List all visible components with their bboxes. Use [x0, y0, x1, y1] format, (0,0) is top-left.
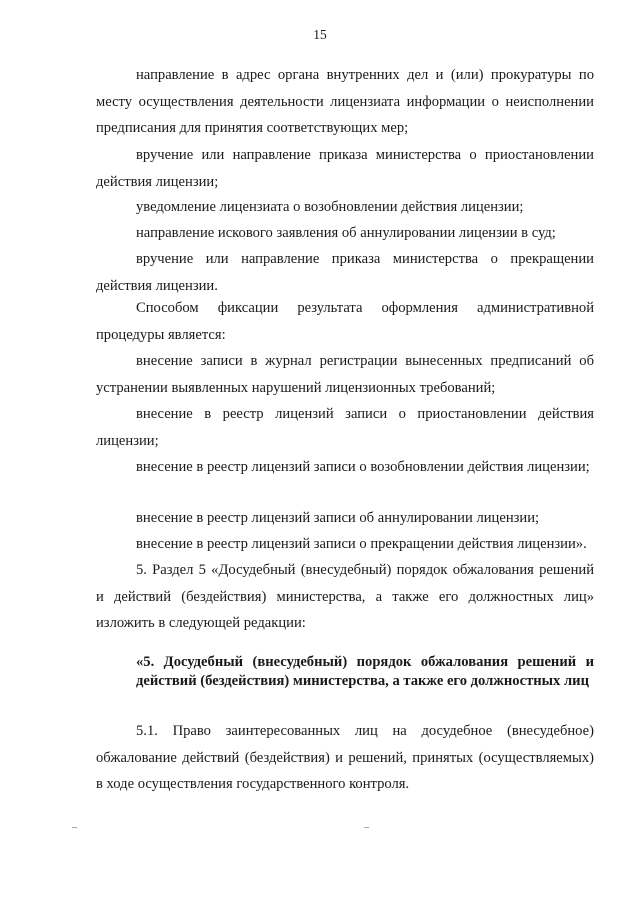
scan-mark-left: –: [72, 822, 77, 833]
paragraph-1: направление в адрес органа внутренних дел и (или) прокуратуры по месту осуществления деятельности лицензиата информации о неисполнении предписания для принятия соответствующих мер;: [96, 67, 594, 136]
paragraph-7: внесение записи в журнал регистрации вынесенных предписаний об устранении выявленных нарушений лицензионных требований;: [96, 353, 594, 396]
paragraph-4: направление искового заявления об аннулировании лицензии в суд;: [136, 225, 556, 241]
paragraph-10: внесение в реестр лицензий записи об аннулировании лицензии;: [136, 510, 540, 526]
paragraph-final: 5.1. Право заинтересованных лиц на досудебное (внесудебное) обжалование действий (бездействия) и решений, принятых (осуществляемых) в ходе осуществления государственного контроля.: [96, 723, 594, 792]
paragraph-9: внесение в реестр лицензий записи о возобновлении действия лицензии;: [136, 459, 590, 475]
paragraph-11: внесение в реестр лицензий записи о прекращении действия лицензии».: [136, 536, 587, 552]
paragraph-3: уведомление лицензиата о возобновлении действия лицензии;: [136, 199, 524, 215]
paragraph-5: вручение или направление приказа министерства о прекращении действия лицензии.: [96, 251, 594, 294]
paragraph-2: вручение или направление приказа министерства о приостановлении действия лицензии;: [96, 147, 594, 190]
paragraph-6: Способом фиксации результата оформления административной процедуры является:: [96, 300, 594, 343]
section-heading: «5. Досудебный (внесудебный) порядок обжалования решений и действий (бездействия) министерства, а также его должностных лиц: [136, 654, 594, 689]
scan-mark-right: –: [364, 822, 369, 833]
paragraph-8: внесение в реестр лицензий записи о приостановлении действия лицензии;: [96, 406, 594, 449]
page-number: 15: [313, 27, 327, 42]
paragraph-12: 5. Раздел 5 «Досудебный (внесудебный) порядок обжалования решений и действий (бездействия) министерства, а также его должностных лиц» изложить в следующей редакции:: [96, 562, 594, 631]
